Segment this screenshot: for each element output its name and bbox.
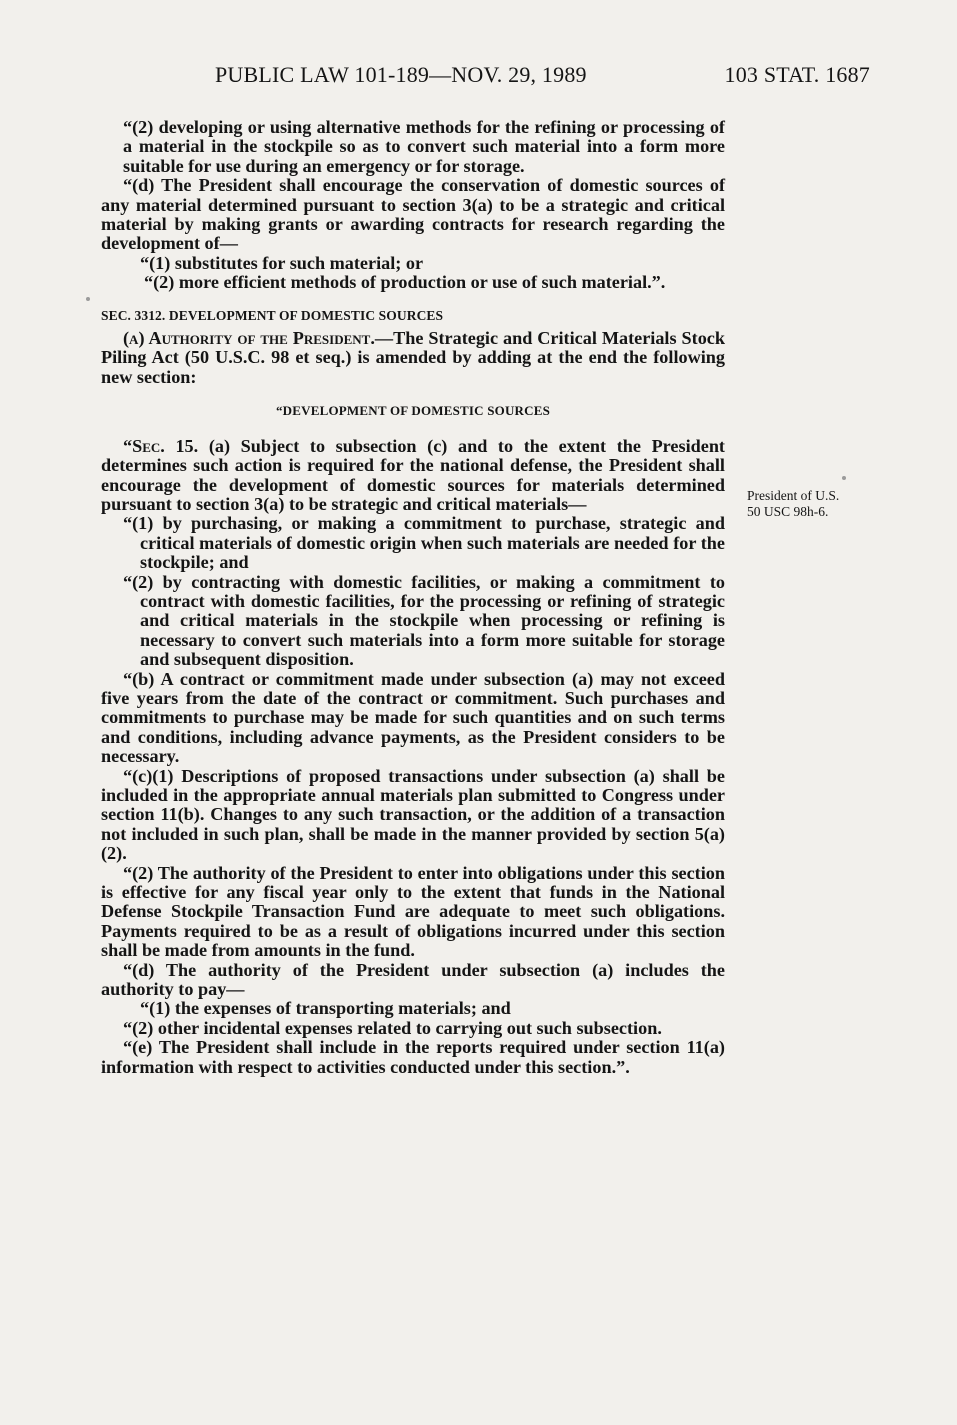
section-15-e: “(e) The President shall include in the reports required under section 11(a) information with respect to activities conducted under this section.”. bbox=[101, 1037, 725, 1077]
section-15-a-1: “(1) by purchasing, or making a commitment to purchase, strategic and critical materials of domestic origin when such materials are needed for the stockpile; and bbox=[123, 513, 725, 573]
paragraph-c-2: “(2) developing or using alternative methods for the refining or processing of a material in the stockpile so as to convert such material into a form more suitable for use during an emergency or for storage. bbox=[123, 117, 725, 176]
section-heading: SEC. 3312. DEVELOPMENT OF DOMESTIC SOURCES bbox=[101, 307, 444, 323]
section-15-c-1: “(c)(1) Descriptions of proposed transactions under subsection (a) shall be included in the appropriate annual materials plan submitted to Congress under section 11(b). Changes to any such transaction, or the addition of a transaction not included in such plan, shall be made in the manner provided by section 5(a)(2). bbox=[101, 765, 725, 864]
margin-note bbox=[747, 488, 839, 520]
header-title: PUBLIC LAW 101-189—NOV. 29, 1989 bbox=[215, 62, 587, 87]
margin-note-line1: President of U.S. bbox=[747, 488, 840, 503]
authority-label: (a) Authority of the President. bbox=[123, 328, 375, 349]
law-text bbox=[101, 118, 725, 1077]
section-15-label: “Sec. 15. bbox=[123, 435, 199, 456]
section-15-text: (a) Subject to subsection (c) and to the extent the President determines such action is required for the national defense, the President shall encourage the development of domestic sources for materials determined pursuant to section 3(a) to be strategic and critical materials— bbox=[101, 435, 725, 514]
margin-note-line2: 50 USC 98h-6. bbox=[747, 504, 829, 519]
paragraph-d-1: “(1) substitutes for such material; or bbox=[140, 252, 424, 273]
header-stat-page: 103 STAT. 1687 bbox=[724, 62, 870, 87]
section-15-d-2: “(2) other incidental expenses related to carrying out such subsection. bbox=[123, 1017, 662, 1038]
section-15-b: “(b) A contract or commitment made under subsection (a) may not exceed five years from the date of the contract or commitment. Such purchases and commitments to purchase may be made for such quantities and on such terms and conditions, including advance payments, as the President considers to be necessary. bbox=[101, 668, 725, 767]
section-15-a-2: “(2) by contracting with domestic facilities, or making a commitment to contract with domestic facilities, for the processing or refining of strategic and critical materials in the stockpile when processing or refining is necessary to convert such materials into a form more suitable for storage and subsequent disposition. bbox=[123, 571, 725, 670]
page-header bbox=[215, 62, 870, 88]
section-15-c-2: “(2) The authority of the President to enter into obligations under this section is effective for any fiscal year only to the extent that funds in the National Defense Stockpile Transaction Fund are adequate to meet such obligations. Payments required to be as a result of obligations incurred under this section shall be made from amounts in the fund. bbox=[101, 862, 725, 961]
paragraph-d: “(d) The President shall encourage the conservation of domestic sources of any material determined pursuant to section 3(a) to be a strategic and critical material by making grants or awarding contracts for research regarding the development of— bbox=[101, 175, 725, 254]
paragraph-d-2: “(2) more efficient methods of production or use of such material.”. bbox=[144, 272, 666, 293]
center-heading: “DEVELOPMENT OF DOMESTIC SOURCES bbox=[275, 403, 551, 419]
section-15-d: “(d) The authority of the President under subsection (a) includes the authority to pay— bbox=[101, 959, 725, 1000]
paragraph-a-authority bbox=[101, 329, 725, 387]
authority-text: —The Strategic and Critical Materials Stock Piling Act (50 U.S.C. 98 et seq.) is amended by adding at the end the following new section: bbox=[101, 328, 725, 387]
section-15-d-1: “(1) the expenses of transporting materials; and bbox=[140, 998, 511, 1019]
section-15-a bbox=[101, 437, 725, 515]
scan-speck bbox=[86, 297, 90, 301]
scan-speck bbox=[842, 476, 846, 480]
